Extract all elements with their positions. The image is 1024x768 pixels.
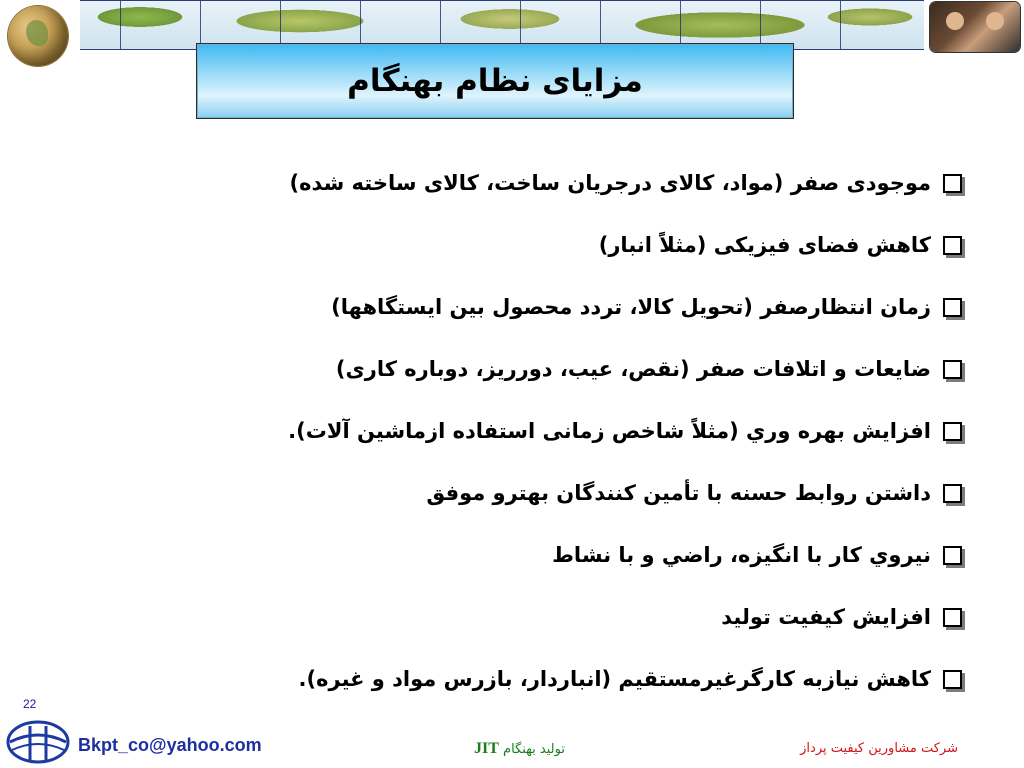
checkbox-bullet-icon xyxy=(943,546,962,565)
list-item xyxy=(202,338,962,400)
list-item xyxy=(202,400,962,462)
list-item xyxy=(202,276,962,338)
footer-company: شرکت مشاورین کیفیت پرداز xyxy=(800,741,958,756)
page-number: 22 xyxy=(23,697,37,711)
footer-email: Bkpt_co@yahoo.com xyxy=(78,735,262,755)
page-title: مزایای نظام بهنگام xyxy=(347,63,643,99)
list-item xyxy=(202,524,962,586)
people-photo xyxy=(930,2,1020,52)
list-item-text: موجودی صفر (مواد، کالای درجریان ساخت، کالای ساخته شده) xyxy=(289,171,931,195)
list-item xyxy=(202,462,962,524)
checkbox-bullet-icon xyxy=(943,670,962,689)
bullet-list xyxy=(202,152,962,710)
checkbox-bullet-icon xyxy=(943,360,962,379)
checkbox-bullet-icon xyxy=(943,422,962,441)
list-item xyxy=(202,214,962,276)
checkbox-bullet-icon xyxy=(943,608,962,627)
checkbox-bullet-icon xyxy=(943,484,962,503)
globe-icon xyxy=(8,6,68,66)
list-item xyxy=(202,586,962,648)
footer-course xyxy=(474,740,565,758)
footer-course-abbr: JIT xyxy=(474,740,499,757)
list-item-text: ضایعات و اتلافات صفر (نقص، عیب، دورریز، دوباره کاری) xyxy=(335,357,931,381)
list-item-text: افزایش بهره وري (مثلاً شاخص زمانی استفاده ازماشین آلات). xyxy=(288,419,931,443)
list-item xyxy=(202,648,962,710)
list-item-text: زمان انتظارصفر (تحویل کالا، تردد محصول بین ایستگاهها) xyxy=(331,295,931,319)
checkbox-bullet-icon xyxy=(943,174,962,193)
list-item-text: افزایش کیفیت تولید xyxy=(721,605,931,629)
company-logo-icon xyxy=(4,716,72,764)
checkbox-bullet-icon xyxy=(943,236,962,255)
list-item-text: داشتن روابط حسنه با تأمین کنندگان بهترو موفق xyxy=(426,481,931,505)
checkbox-bullet-icon xyxy=(943,298,962,317)
list-item-text: کاهش فضای فیزیکی (مثلاً انبار) xyxy=(598,233,931,257)
footer-course-text: تولید بهنگام xyxy=(503,742,565,757)
list-item-text: نيروي كار با انگيزه، راضي و با نشاط xyxy=(552,543,931,567)
title-box xyxy=(196,43,794,119)
list-item-text: کاهش نیازبه کارگرغیرمستقیم (انباردار، بازرس مواد و غیره). xyxy=(298,667,931,691)
list-item xyxy=(202,152,962,214)
